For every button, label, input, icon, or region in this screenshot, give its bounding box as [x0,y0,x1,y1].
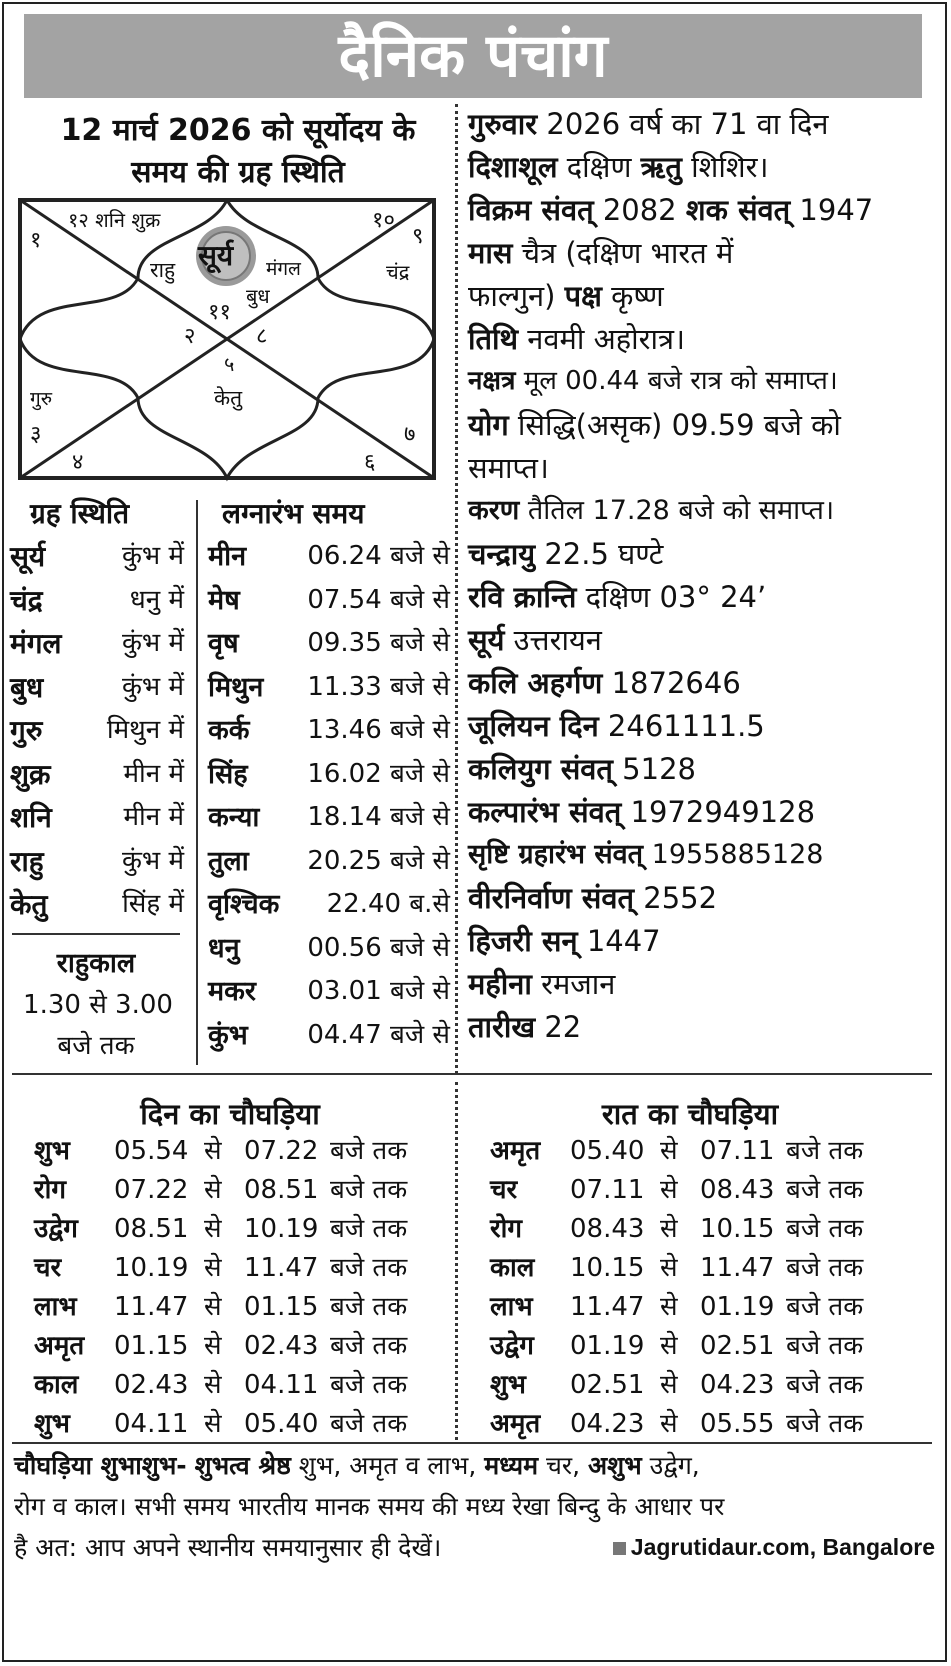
lagna-name: कर्क [208,715,250,746]
choghadiya-to: 10.15 [700,1214,775,1244]
lagna-name: वृष [208,628,239,659]
choghadiya-name: काल [490,1253,535,1283]
choghadiya-tak: बजे तक [786,1370,864,1400]
choghadiya-name: उद्वेग [490,1331,534,1361]
page-title: दैनिक पंचांग [24,14,922,98]
graha-rashi: कुंभ में [121,628,184,658]
rahukaal-title: राहुकाल [56,948,136,979]
din-choghadiya-title: दिन का चौघड़िया [140,1097,320,1131]
choghadiya-name: अमृत [490,1136,541,1166]
choghadiya-name: उद्वेग [34,1214,78,1244]
info-row-veernirvan-samvat: वीरनिर्वाण संवत् 2552 [468,881,718,915]
footer-line-1: चौघड़िया शुभाशुभ- शुभत्व श्रेष्ठ शुभ, अमृत व लाभ, मध्यम चर, अशुभ उद्वेग, [14,1451,700,1480]
choghadiya-tak: बजे तक [330,1292,408,1322]
info-row-yog-cont: समाप्त। [468,451,549,485]
lagna-name: मीन [208,541,247,572]
choghadiya-to: 10.19 [244,1214,319,1244]
kundli-house-8: ८ [256,324,268,349]
info-row-tithi: तिथि नवमी अहोरात्र। [468,322,686,356]
info-row-surya-ayan: सूर्य उत्तरायन [468,623,602,657]
choghadiya-to: 07.22 [244,1136,319,1166]
choghadiya-name: काल [34,1370,79,1400]
lagna-name: तुला [208,845,249,877]
graha-rashi: मीन में [123,802,184,832]
rahukaal-time-suffix: बजे तक [57,1031,135,1061]
choghadiya-to: 02.51 [700,1331,775,1361]
choghadiya-name: लाभ [34,1292,77,1322]
graha-rashi: कुंभ में [121,671,184,702]
kundli-surya: सूर्य [198,239,234,272]
choghadiya-name: शुभ [34,1409,70,1439]
kundli-house-2: २ [184,324,196,349]
graha-rashi: मीन में [123,758,184,789]
choghadiya-se: से [204,1175,222,1205]
choghadiya-se: से [204,1370,222,1400]
choghadiya-to: 11.47 [244,1253,319,1283]
lagna-time: 06.24 बजे से [307,541,450,571]
choghadiya-se: से [660,1136,678,1166]
choghadiya-se: से [660,1214,678,1244]
lagna-name: सिंह [208,758,248,790]
info-row-maas: मास चैत्र (दक्षिण भारत में [468,236,734,270]
footer-line-2: रोग व काल। सभी समय भारतीय मानक समय की मध्य रेखा बिन्दु के आधार पर [14,1492,725,1521]
choghadiya-name: चर [34,1253,62,1283]
choghadiya-to: 05.55 [700,1409,775,1439]
choghadiya-se: से [660,1409,678,1439]
choghadiya-to: 01.15 [244,1292,319,1322]
choghadiya-from: 04.23 [570,1409,645,1439]
choghadiya-tak: बजे तक [786,1214,864,1244]
choghadiya-tak: बजे तक [330,1175,408,1205]
choghadiya-name: अमृत [490,1409,541,1439]
choghadiya-se: से [204,1292,222,1322]
choghadiya-se: से [660,1292,678,1322]
choghadiya-se: से [660,1253,678,1283]
info-row-karan: करण तैतिल 17.28 बजे को समाप्त। [468,495,835,526]
column-divider [455,104,458,1074]
choghadiya-to: 04.23 [700,1370,775,1400]
choghadiya-from: 08.43 [570,1214,645,1244]
choghadiya-tak: बजे तक [786,1331,864,1361]
kundli-house-4: ४ [72,450,84,475]
choghadiya-se: से [204,1136,222,1166]
kundli-house-5: ५ [224,352,235,376]
info-row-samvat: विक्रम संवत् 2082 शक संवत् 1947 [468,193,874,227]
choghadiya-name: रोग [34,1175,67,1205]
kundli-guru: गुरु [30,388,53,410]
info-row-julian-day: जूलियन दिन 2461111.5 [468,709,765,743]
choghadiya-name: लाभ [490,1292,533,1322]
lagna-time: 09.35 बजे से [307,628,450,658]
choghadiya-tak: बजे तक [786,1136,864,1166]
info-row-mahina: महीना रमजान [468,967,616,1001]
lagna-time: 04.47 बजे से [307,1019,450,1050]
choghadiya-se: से [204,1214,222,1244]
graha-name: गुरु [10,714,43,747]
choghadiya-tak: बजे तक [786,1253,864,1283]
choghadiya-tak: बजे तक [330,1331,408,1361]
choghadiya-se: से [204,1409,222,1439]
choghadiya-se: से [204,1331,222,1361]
kundli-chandra: चंद्र [386,260,410,284]
choghadiya-tak: बजे तक [330,1214,408,1244]
choghadiya-name: चर [490,1175,518,1205]
raat-choghadiya-title: रात का चौघड़िया [601,1097,779,1131]
choghadiya-se: से [660,1331,678,1361]
info-row-chandrayu: चन्द्रायु 22.5 घण्टे [468,537,664,571]
info-row-paksha: फाल्गुन) पक्ष कृष्ण [468,279,664,313]
lagna-time: 11.33 बजे से [307,671,450,702]
choghadiya-to: 08.43 [700,1175,775,1205]
choghadiya-from: 02.51 [570,1370,645,1400]
rahukaal-divider [12,933,180,935]
lagna-name: वृश्चिक [208,889,280,920]
lagna-time: 13.46 बजे से [307,715,450,745]
choghadiya-se: से [660,1370,678,1400]
footer-top-rule [12,1442,932,1444]
graha-name: राहु [10,844,44,878]
lagna-time: 16.02 बजे से [307,758,450,789]
lagna-name: धनु [208,932,240,964]
choghadiya-tak: बजे तक [330,1136,408,1166]
graha-rashi: धनु में [129,584,184,615]
graha-rashi: कुंभ में [121,845,184,876]
graha-name: सूर्य [10,540,46,573]
graha-name: मंगल [10,627,62,660]
footer-line-3: है अत: आप अपने स्थानीय समयानुसार ही देखें। Jagrutidaur.com, Bangalore [14,1527,939,1568]
choghadiya-to: 04.11 [244,1370,319,1400]
choghadiya-from: 10.19 [114,1253,189,1283]
lagna-time: 07.54 बजे से [307,584,450,615]
choghadiya-name: रोग [490,1214,523,1244]
kundli-ketu: केतु [214,386,243,410]
choghadiya-from: 01.15 [114,1331,189,1361]
choghadiya-to: 07.11 [700,1136,775,1166]
info-row-weekday: गुरुवार 2026 वर्ष का 71 वा दिन [468,107,829,141]
info-row-yog: योग सिद्धि(असृक) 09.59 बजे को [468,408,841,442]
lagna-time: 18.14 बजे से [307,802,450,832]
choghadiya-from: 10.15 [570,1253,645,1283]
choghadiya-to: 11.47 [700,1253,775,1283]
choghadiya-from: 05.40 [570,1136,645,1166]
lagna-name: मेष [208,584,240,616]
choghadiya-name: शुभ [490,1370,526,1400]
choghadiya-tak: बजे तक [786,1292,864,1322]
choghadiya-divider [455,1082,458,1440]
graha-name: चंद्र [10,583,43,617]
choghadiya-se: से [660,1175,678,1205]
graha-sthiti-title: ग्रह स्थिति [30,497,130,530]
choghadiya-name: अमृत [34,1331,85,1361]
kundli-house-7: ७ [404,422,416,447]
lagna-name: कुंभ [208,1019,248,1051]
info-row-kaliyug-samvat: कलियुग संवत् 5128 [468,752,696,786]
choghadiya-from: 08.51 [114,1214,189,1244]
choghadiya-to: 02.43 [244,1331,319,1361]
choghadiya-tak: बजे तक [330,1370,408,1400]
choghadiya-tak: बजे तक [786,1175,864,1205]
credit: Jagrutidaur.com, Bangalore [613,1527,935,1568]
choghadiya-tak: बजे तक [330,1253,408,1283]
lagna-time: 20.25 बजे से [307,845,450,876]
choghadiya-tak: बजे तक [786,1409,864,1439]
lagna-time: 22.40 ब.से [326,889,450,919]
info-row-srishti-samvat: सृष्टि ग्रहारंभ संवत् 1955885128 [468,839,824,870]
lagna-name: मकर [208,976,256,1007]
info-row-dishashool: दिशाशूल दक्षिण ऋतु शिशिर। [468,150,769,184]
lagna-name: कन्या [208,802,260,833]
kundli-heading-line2: समय की ग्रह स्थिति [131,155,345,190]
graha-name: केतु [10,888,48,921]
graha-name: शनि [10,801,52,834]
choghadiya-to: 05.40 [244,1409,319,1439]
kundli-house-6: ६ [364,450,376,475]
info-row-ravi-kranti: रवि क्रान्ति दक्षिण 03° 24’ [468,580,767,614]
choghadiya-from: 05.54 [114,1136,189,1166]
rahukaal-time: 1.30 से 3.00 [23,990,173,1020]
kundli-budh: बुध [246,284,270,308]
choghadiya-from: 01.19 [570,1331,645,1361]
choghadiya-top-rule [12,1073,932,1075]
lagna-time: 00.56 बजे से [307,932,450,963]
kundli-house-11: ११ [208,300,231,325]
lagnarambh-title: लग्नारंभ समय [222,497,365,530]
lagna-name: मिथुन [208,671,264,703]
kundli-house-1: १ [30,228,42,253]
choghadiya-from: 07.11 [570,1175,645,1205]
choghadiya-to: 01.19 [700,1292,775,1322]
info-row-kalparambh-samvat: कल्पारंभ संवत् 1972949128 [468,795,816,829]
choghadiya-se: से [204,1253,222,1283]
square-bullet-icon [613,1542,626,1555]
choghadiya-from: 07.22 [114,1175,189,1205]
choghadiya-to: 08.51 [244,1175,319,1205]
table-divider [196,500,198,1065]
choghadiya-from: 11.47 [114,1292,189,1322]
info-row-tarikh: तारीख 22 [468,1010,582,1044]
kundli-house-9: ९ [412,224,424,249]
choghadiya-from: 02.43 [114,1370,189,1400]
lagna-time: 03.01 बजे से [307,976,450,1006]
kundli-rahu: राहु [150,258,176,282]
kundli-house-3: ३ [30,422,42,447]
info-row-hijri: हिजरी सन् 1447 [468,924,661,958]
graha-rashi: कुंभ में [121,541,184,571]
choghadiya-tak: बजे तक [330,1409,408,1439]
choghadiya-from: 11.47 [570,1292,645,1322]
footer-note [14,1445,939,1568]
graha-rashi: सिंह में [122,889,184,919]
kundli-house-10: १० [372,208,395,233]
choghadiya-from: 04.11 [114,1409,189,1439]
graha-name: शुक्र [10,757,51,791]
info-row-kali-ahargan: कलि अहर्गण 1872646 [468,666,741,700]
kundli-heading-line1: 12 मार्च 2026 को सूर्योदय के [60,113,416,148]
info-row-nakshatra: नक्षत्र मूल 00.44 बजे रात्र को समाप्त। [468,366,838,396]
graha-rashi: मिथुन में [106,715,184,745]
graha-name: बुध [10,670,44,704]
choghadiya-name: शुभ [34,1136,70,1166]
kundli-house-12: १२ शनि शुक्र [68,208,161,232]
kundli-mangal: मंगल [266,258,301,280]
